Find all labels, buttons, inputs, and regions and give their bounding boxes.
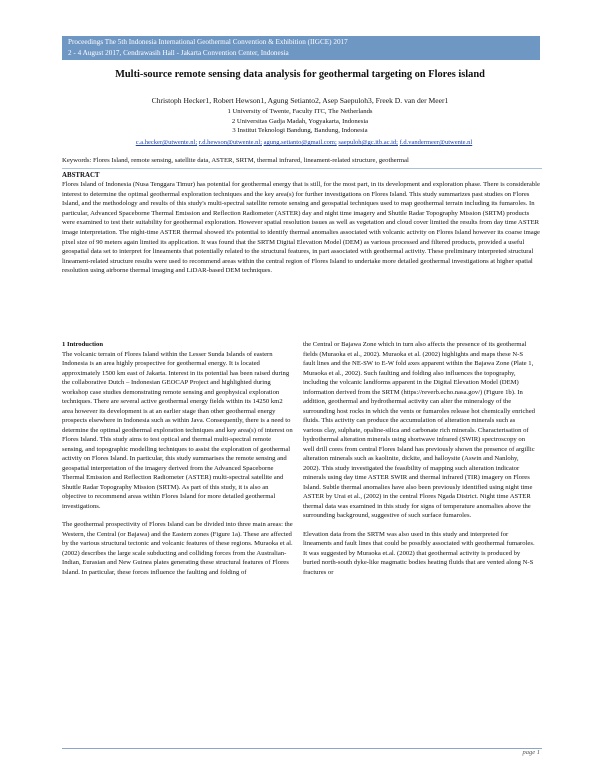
email-link-hewson[interactable]: r.d.hewson@utwente.nl;: [198, 139, 262, 146]
abstract-text: Flores Island of Indonesia (Nusa Tenggara Timur) has potential for geothermal energy that is still, for the most part, in its development and exploration phase. There is considerable interest to determine the optimal geothermal exploration techniques and the key area(s) for further investigations on Flores Island. This study summarizes past studies on Flores Island, and the methodology and results of this study's multi-spectral satellite remote sensing and geospatial techniques used to map geothermal terrain including its fumaroles. In particular, Advanced Spaceborne Thermal Emission and Reflection Radiometer (ASTER) day and night time imagery and Shuttle Radar Topography Mission (SRTM) products were examined to test their suitability for geothermal exploration. However spatial resolution issues as well as vegetation and cloud cover limited the results from day time ASTER image interpretation. The night-time ASTER thermal showed it's potential to identify thermal anomalies associated with volcanic activity on Flores Island however its coarse image pixel size of 90 meters again limited its application. It was found that the SRTM Digital Elevation Model (DEM) as various processed and filtered products, provided a useful geospatial data set to interpret for lineaments that potentially related to the structural features, in part associated with geothermal activity. These preliminary interpreted structural lineament-related structure results were used to recommend areas within the central region of Flores Island to undertake more detailed geothermal investigations at higher spatial resolution using airborne thermal imaging and LiDAR-based DEM techniques.: [62, 181, 540, 275]
abstract-heading: ABSTRACT: [62, 172, 100, 179]
keywords: Keywords: Flores Island, remote sensing, satellite data, ASTER, SRTM, thermal infrared, lineament-related structure, geothermal: [62, 157, 409, 164]
banner-line-1: Proceedings The 5th Indonesia International Geothermal Convention & Exhibition (IIGCE) 2017: [68, 38, 348, 46]
affiliation-1: 1 University of Twente, Faculty ITC, The Netherlands: [227, 108, 373, 115]
paragraph: the Central or Bajawa Zone which in turn also affects the presence of its geothermal fields (Muraoka et al., 2002). Muraoka et al. (2002) highlights and maps these N-S fault lines and the NE-SW to E-W fold axes apparent within the Bajawa Zone (Plate 1, Muraoka et al., 2002). Such faulting and folding also influences the topography, including the volcanic landforms apparent in the Digital Elevation Model (DEM) information derived from the SRTM (https://reverb.echo.nasa.gov/) (Figure 1b). In addition, geothermal and hydrothermal activity can alter the mineralogy of the surrounding host rocks in which the vents or fumaroles release hot chemically enriched fluids. This activity can produce the accumulation of alteration minerals such as various clay, sulphate, opaline-silica and carbonate rich minerals. Characterisation of hydrothermal alteration minerals using shortwave infrared (SWIR) spectroscopy on well drill cores from central Flores Island has previously shown the presence of argillic alteration minerals such as kaolinite, dickite, and halloysite (Aswin and Nanlohy, 2002). This study investigated the feasibility of mapping such alteration indicator minerals using day time ASTER SWIR and thermal infrared (TIR) imagery on Flores Island. Subtle thermal anomalies have also been previously identified using night time ASTER by Urai et al., (2002) in the central Flores Ngada District. Night time ASTER thermal data was examined in this study for signs of temperature anomalies above the surrounding background, suggestive of such surface fumaroles.: [303, 341, 535, 519]
proceedings-banner: [62, 36, 540, 60]
keywords-divider: [62, 168, 542, 169]
email-link-vandermeer[interactable]: f.d.vandermeer@utwente.nl: [399, 139, 473, 146]
abstract-body: [62, 180, 540, 276]
paragraph: The geothermal prospectivity of Flores Island can be divided into three main areas: the Western, the Central (or Bajawa) and the Eastern zones (Figure 1a). These are affected by the various structural tectonic and volcanic features of these regions. Muraoka et al. (2002) describes the large scale subducting and colliding forces from the Australian-Indian, Eurasian and New Guinea plates generating these structural features of Flores Island. In particular, these forces influence the faulting and folding of: [62, 521, 293, 576]
body-column-right: [303, 340, 535, 586]
body-column-left: [62, 340, 294, 586]
banner-line-2: 2 - 4 August 2017, Cendrawasih Hall - Jakarta Convention Center, Indonesia: [68, 49, 289, 57]
section-heading-introduction: 1 Introduction: [62, 341, 104, 348]
email-link-setianto[interactable]: agung.setianto@gmail.com;: [263, 139, 337, 146]
email-list: [66, 139, 542, 146]
paragraph: The volcanic terrain of Flores Island within the Lesser Sunda Islands of eastern Indonesia is an area highly prospective for geothermal energy. It is located approximately 1500 km east of Jakarta. Interest in its potential has been raised during the collaborative Dutch – Indonesian GEOCAP Project and highlighted during workshop case studies demonstrating remote sensing and geophysical exploration techniques. There are several active geothermal energy fields within its 14250 km2 area however its development is at an earlier stage than other geothermal energy prospects elsewhere in Indonesia such as within Java. Consequently, there is a need to determine the optimal geothermal exploration techniques and key area(s) of interest on Flores Island. This study aims to test optical and thermal multi-spectral remote sensing, and topographic modelling techniques to assist the exploration of geothermal activity on Flores Island. In particular, this study summarises the remote sensing and geospatial interpretation of the imagery derived from the Advanced Spaceborne Thermal Emission and Reflection Radiometer (ASTER) multi-spectral satellite and Shuttle Radar Topography Mission (SRTM). As part of this study, it is also an objective to recommend areas within Flores Island for more detailed geothermal investigations.: [62, 350, 293, 510]
affiliations: [0, 107, 600, 136]
author-list: Christoph Hecker1, Robert Hewson1, Agung Setianto2, Asep Saepuloh3, Freek D. van der Meer1: [151, 96, 449, 105]
email-link-hecker[interactable]: c.a.hecker@utwente.nl;: [135, 139, 198, 146]
affiliation-3: 3 Institut Teknologi Bandung, Bandung, Indonesia: [232, 127, 368, 135]
footer-divider: [62, 748, 542, 749]
email-link-saepuloh[interactable]: saepuloh@gc.itb.ac.id;: [338, 139, 398, 146]
affiliation-2: 2 Universitas Gadja Madah, Yogyakarta, Indonesia: [231, 117, 369, 125]
paper-title: Multi-source remote sensing data analysis for geothermal targeting on Flores island: [115, 69, 485, 80]
paragraph: Elevation data from the SRTM was also used in this study and interpreted for lineaments and fault lines that could be possibly associated with geothermal fumaroles. It was suggested by Muraoka et.al. (2002) that geothermal activity is produced by buried north-south dyke-like magmatic bodies heating fluids that are vented along N-S fractures or: [303, 530, 535, 576]
page-number: page 1: [522, 749, 540, 756]
